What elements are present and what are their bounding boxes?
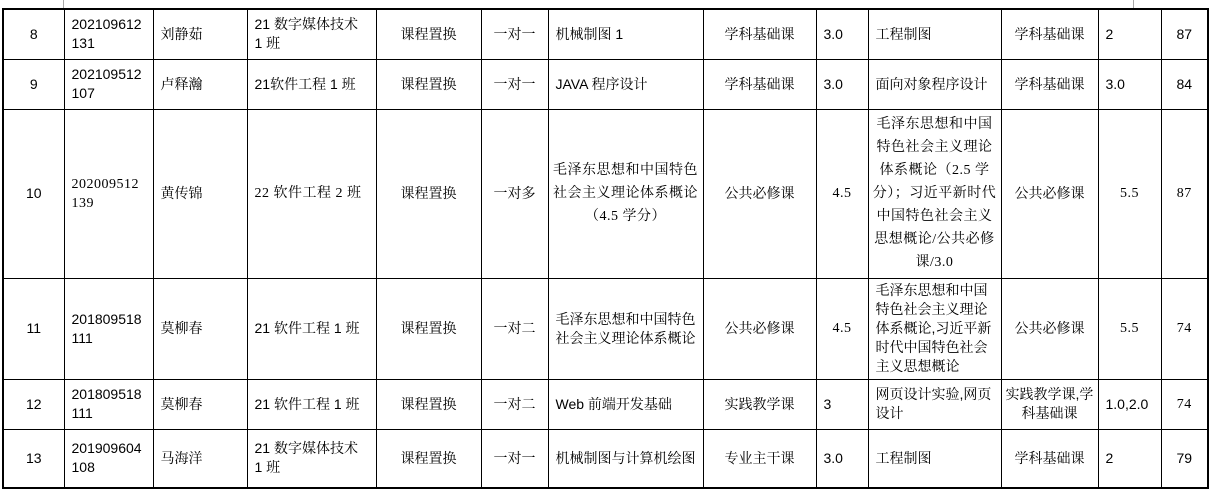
student-name-cell: 马海洋 xyxy=(153,429,247,488)
original-course-type-cell: 公共必修课 xyxy=(703,109,816,278)
new-course-cell: 毛泽东思想和中国特色社会主义理论体系概论,习近平新时代中国特色社会主义思想概论 xyxy=(868,278,1001,379)
table-row xyxy=(3,59,1208,109)
new-course-cell: 面向对象程序设计 xyxy=(868,59,1001,109)
original-credit-cell: 3.0 xyxy=(816,9,868,59)
new-credit-cell: 2 xyxy=(1098,9,1161,59)
course-replacement-table xyxy=(2,8,1209,489)
row-number-cell: 9 xyxy=(3,59,64,109)
class-cell: 22 软件工程 2 班 xyxy=(247,109,376,278)
original-credit-cell: 3 xyxy=(816,379,868,429)
class-cell: 21 软件工程 1 班 xyxy=(247,379,376,429)
student-id-cell: 202109612131 xyxy=(64,9,153,59)
row-number-cell: 12 xyxy=(3,379,64,429)
score-cell: 87 xyxy=(1161,9,1208,59)
original-credit-cell: 3.0 xyxy=(816,429,868,488)
student-name-cell: 黄传锦 xyxy=(153,109,247,278)
original-course-type-cell: 实践教学课 xyxy=(703,379,816,429)
class-cell: 21 软件工程 1 班 xyxy=(247,278,376,379)
row-number-cell: 8 xyxy=(3,9,64,59)
original-credit-cell: 4.5 xyxy=(816,278,868,379)
student-name-cell: 莫柳春 xyxy=(153,379,247,429)
score-cell: 87 xyxy=(1161,109,1208,278)
student-id-cell: 202009512139 xyxy=(64,109,153,278)
mapping-cell: 一对二 xyxy=(481,379,548,429)
original-course-cell: 机械制图 1 xyxy=(548,9,703,59)
original-credit-cell: 4.5 xyxy=(816,109,868,278)
replace-type-cell: 课程置换 xyxy=(376,9,481,59)
original-credit-cell: 3.0 xyxy=(816,59,868,109)
row-number-cell: 10 xyxy=(3,109,64,278)
new-credit-cell: 3.0 xyxy=(1098,59,1161,109)
original-course-cell: Web 前端开发基础 xyxy=(548,379,703,429)
row-number-cell: 13 xyxy=(3,429,64,488)
student-id-cell: 202109512107 xyxy=(64,59,153,109)
class-cell: 21软件工程 1 班 xyxy=(247,59,376,109)
new-course-type-cell: 实践教学课,学科基础课 xyxy=(1001,379,1098,429)
mapping-cell: 一对一 xyxy=(481,59,548,109)
new-course-cell: 工程制图 xyxy=(868,429,1001,488)
table-body xyxy=(3,9,1208,488)
student-id-cell: 201909604108 xyxy=(64,429,153,488)
row-number-cell: 11 xyxy=(3,278,64,379)
class-cell: 21 数字媒体技术 1 班 xyxy=(247,429,376,488)
original-course-type-cell: 专业主干课 xyxy=(703,429,816,488)
new-credit-cell: 5.5 xyxy=(1098,109,1161,278)
class-cell: 21 数字媒体技术 1 班 xyxy=(247,9,376,59)
original-course-cell: JAVA 程序设计 xyxy=(548,59,703,109)
mapping-cell: 一对一 xyxy=(481,9,548,59)
score-cell: 84 xyxy=(1161,59,1208,109)
gridline-tick xyxy=(63,0,64,8)
original-course-cell: 机械制图与计算机绘图 xyxy=(548,429,703,488)
new-course-type-cell: 公共必修课 xyxy=(1001,278,1098,379)
replace-type-cell: 课程置换 xyxy=(376,109,481,278)
original-course-type-cell: 公共必修课 xyxy=(703,278,816,379)
score-cell: 74 xyxy=(1161,379,1208,429)
original-course-type-cell: 学科基础课 xyxy=(703,9,816,59)
table-row xyxy=(3,109,1208,278)
original-course-type-cell: 学科基础课 xyxy=(703,59,816,109)
original-course-cell: 毛泽东思想和中国特色社会主义理论体系概论（4.5 学分） xyxy=(548,109,703,278)
replace-type-cell: 课程置换 xyxy=(376,379,481,429)
student-name-cell: 刘静茹 xyxy=(153,9,247,59)
mapping-cell: 一对一 xyxy=(481,429,548,488)
mapping-cell: 一对多 xyxy=(481,109,548,278)
mapping-cell: 一对二 xyxy=(481,278,548,379)
table-row xyxy=(3,9,1208,59)
student-id-cell: 201809518111 xyxy=(64,278,153,379)
replace-type-cell: 课程置换 xyxy=(376,59,481,109)
replace-type-cell: 课程置换 xyxy=(376,429,481,488)
new-course-type-cell: 公共必修课 xyxy=(1001,109,1098,278)
gridline-tick xyxy=(1133,0,1134,8)
new-course-cell: 网页设计实验,网页设计 xyxy=(868,379,1001,429)
student-name-cell: 莫柳春 xyxy=(153,278,247,379)
student-id-cell: 201809518111 xyxy=(64,379,153,429)
new-course-type-cell: 学科基础课 xyxy=(1001,429,1098,488)
replace-type-cell: 课程置换 xyxy=(376,278,481,379)
table-row xyxy=(3,429,1208,488)
new-course-cell: 毛泽东思想和中国特色社会主义理论体系概论（2.5 学分）；习近平新时代中国特色社会主义思想概论/公共必修课/3.0 xyxy=(868,109,1001,278)
new-course-type-cell: 学科基础课 xyxy=(1001,9,1098,59)
new-course-type-cell: 学科基础课 xyxy=(1001,59,1098,109)
student-name-cell: 卢释瀚 xyxy=(153,59,247,109)
original-course-cell: 毛泽东思想和中国特色社会主义理论体系概论 xyxy=(548,278,703,379)
new-credit-cell: 5.5 xyxy=(1098,278,1161,379)
new-course-cell: 工程制图 xyxy=(868,9,1001,59)
score-cell: 74 xyxy=(1161,278,1208,379)
score-cell: 79 xyxy=(1161,429,1208,488)
new-credit-cell: 2 xyxy=(1098,429,1161,488)
table-row xyxy=(3,278,1208,379)
new-credit-cell: 1.0,2.0 xyxy=(1098,379,1161,429)
table-row xyxy=(3,379,1208,429)
